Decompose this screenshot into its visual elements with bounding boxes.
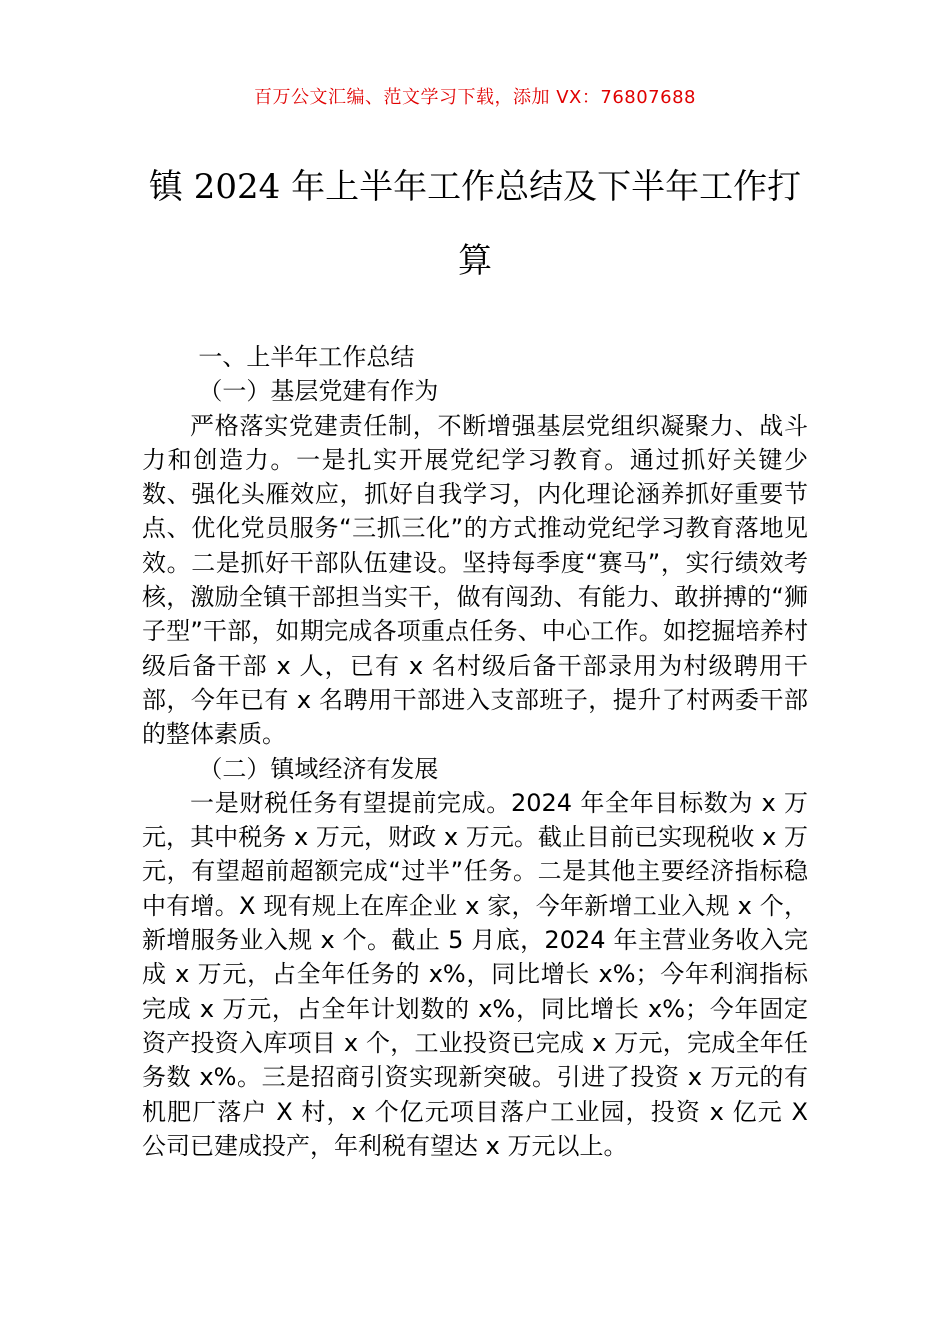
section-heading-1: 一、上半年工作总结 [198,343,415,371]
subsection-heading-party-building: （一）基层党建有作为 [198,377,439,406]
document-body [142,340,808,1163]
subsection-heading-economy: （二）镇域经济有发展 [198,754,439,783]
paragraph-party-building: 严格落实党建责任制，不断增强基层党组织凝聚力、战斗力和创造力。一是扎实开展党纪学习教育。通过抓好关键少数、强化头雁效应，抓好自我学习，内化理论涵养抓好重要节点、优化党员服务“三抓三化”的方式推动党纪学习教育落地见效。二是抓好干部队伍建设。坚持每季度“赛马”，实行绩效考核，激励全镇干部担当实干，做有闯劲、有能力、敢拼搏的“狮子型”干部，如期完成各项重点任务、中心工作。如挖掘培养村级后备干部 x 人，已有 x 名村级后备干部录用为村级聘用干部，今年已有 x 名聘用干部进入支部班子，提升了村两委干部的整体素质。 [142,411,808,749]
watermark-banner: 百万公文汇编、范文学习下载，添加 VX：76807688 [254,87,696,108]
document-title: 镇 2024 年上半年工作总结及下半年工作打算 [148,167,802,281]
paragraph-economy: 一是财税任务有望提前完成。2024 年全年目标数为 x 万元，其中税务 x 万元，财政 x 万元。截止目前已实现税收 x 万元，有望超前超额完成“过半”任务。二是其他主要经济指标稳中有增。X 现有规上在库企业 x 家，今年新增工业入规 x 个，新增服务业入规 x 个。截止 5 月底，2024 年主营业务收入完成 x 万元，占全年任务的 x%，同比增长 x%；今年利润指标完成 x 万元，占全年计划数的 x%，同比增长 x%；今年固定资产投资入库项目 x 个，工业投资已完成 x 万元，完成全年任务数 x%。三是招商引资实现新突破。引进了投资 x 万元的有机肥厂落户 X 村，x 个亿元项目落户工业园，投资 x 亿元 X 公司已建成投产，年利税有望达 x 万元以上。 [142,788,808,1160]
